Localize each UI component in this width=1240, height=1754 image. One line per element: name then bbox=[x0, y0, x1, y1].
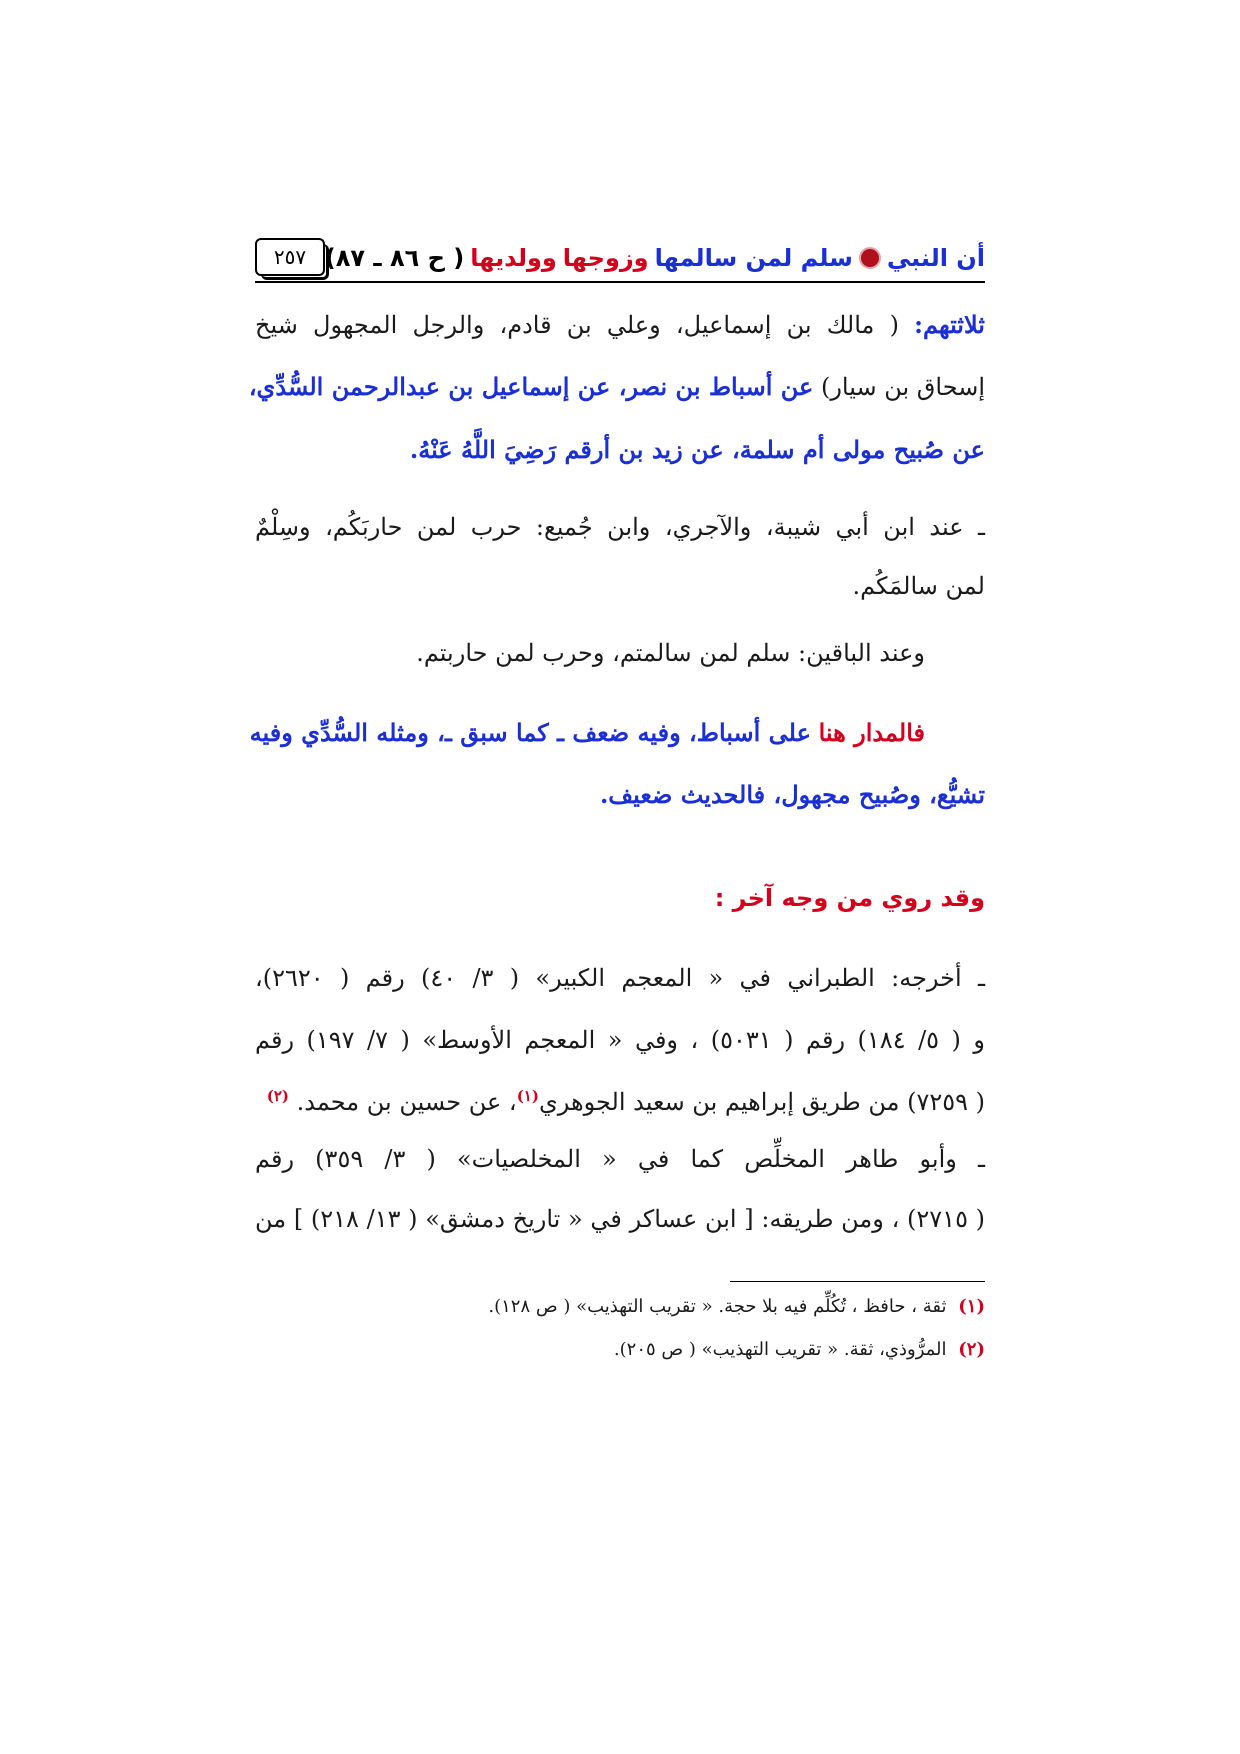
header-hadith-range: ( ح ٨٦ ـ ٨٧) bbox=[324, 244, 465, 272]
footnote-2 bbox=[255, 1335, 985, 1365]
label-thalathatuhum: ثلاثتهم: bbox=[914, 310, 985, 339]
text-span: إسحاق بن سيار) bbox=[820, 373, 985, 401]
text-line bbox=[249, 713, 985, 753]
text-line bbox=[255, 1020, 985, 1060]
text-span: ـ وأبو طاهر المخلِّص كما في « المخلصيات» ( ٣/ ٣٥٩) رقم bbox=[255, 1145, 986, 1173]
header-title-part2: سلم لمن سالمها bbox=[654, 244, 853, 272]
section-title: وقد روي من وجه آخر : bbox=[714, 884, 985, 912]
text-span: و ( ٥/ ١٨٤) رقم ( ٥٠٣١) ، وفي « المعجم الأوسط» ( ٧/ ١٩٧) رقم bbox=[255, 1026, 985, 1054]
text-span: وعند الباقين: سلم لمن سالمتم، وحرب لمن حاربتم. bbox=[416, 639, 925, 667]
text-line bbox=[248, 367, 985, 407]
page-number bbox=[255, 238, 325, 276]
footnote-1 bbox=[255, 1292, 985, 1322]
text-line bbox=[255, 507, 985, 547]
text-span: ـ عند ابن أبي شيبة، والآجري، وابن جُميع: حرب لمن حاربَكُم، وسِلْمٌ bbox=[255, 513, 985, 541]
text-span: ( ٢٧١٥) ، ومن طريقه: [ ابن عساكر في « تاريخ دمشق» ( ١٣/ ٢١٨) ] من bbox=[255, 1205, 986, 1233]
text-span: ( ٧٢٥٩) من طريق إبراهيم بن سعيد الجوهري bbox=[538, 1088, 985, 1116]
header-rule bbox=[255, 281, 985, 283]
footnote-text: ثقة ، حافظ ، تُكُلِّم فيه بلا حجة. « تقريب التهذيب» ( ص ١٢٨). bbox=[488, 1296, 947, 1317]
text-span: ـ أخرجه: الطبراني في « المعجم الكبير» ( ٣/ ٤٠) رقم ( ٢٦٢٠)، bbox=[255, 964, 985, 992]
text-line bbox=[255, 430, 985, 470]
isnad-span: عن صُبيح مولى أم سلمة، عن زيد بن أرقم رَضِيَ اللَّهُ عَنْهُ. bbox=[409, 435, 985, 464]
text-line bbox=[255, 305, 985, 345]
footnote-number: (٢) bbox=[958, 1339, 985, 1360]
footnote-rule bbox=[730, 1281, 985, 1282]
page-number-text: ٢٥٧ bbox=[273, 245, 307, 269]
text-line bbox=[255, 958, 985, 998]
footnote-text: المرُّوذي، ثقة. « تقريب التهذيب» ( ص ٢٠٥). bbox=[613, 1339, 947, 1360]
running-header bbox=[255, 238, 985, 278]
footnote-number: (١) bbox=[958, 1296, 985, 1317]
text-span: لمن سالمَكُم. bbox=[852, 572, 985, 600]
isnad-span: عن أسباط بن نصر، عن إسماعيل بن عبدالرحمن السُّدِّي، bbox=[248, 372, 814, 401]
header-title-part4: وولديها bbox=[470, 244, 557, 272]
footnote-ref-2[interactable]: (٢) bbox=[266, 1087, 290, 1105]
text-line bbox=[255, 633, 985, 673]
header-title-part3: وزوجها bbox=[562, 244, 649, 272]
conclusion-span: تشيُّع، وصُبيح مجهول، فالحديث ضعيف. bbox=[599, 780, 985, 809]
footnote-ref-1[interactable]: (١) bbox=[516, 1087, 539, 1105]
text-line bbox=[255, 566, 985, 606]
text-line bbox=[255, 775, 985, 815]
salutation-seal-icon bbox=[859, 247, 881, 269]
conclusion-label: فالمدار هنا bbox=[818, 718, 925, 747]
text-span: ، عن حسين بن محمد. bbox=[296, 1088, 517, 1116]
text-line bbox=[255, 1139, 985, 1179]
header-title-part1: أن النبي bbox=[886, 244, 985, 272]
text-line bbox=[255, 1076, 985, 1122]
conclusion-span: على أسباط، وفيه ضعف ـ كما سبق ـ، ومثله السُّدِّي وفيه bbox=[249, 718, 811, 747]
text-line bbox=[255, 1199, 985, 1239]
text-span: ( مالك بن إسماعيل، وعلي بن قادم، والرجل المجهول شيخ bbox=[255, 311, 899, 339]
